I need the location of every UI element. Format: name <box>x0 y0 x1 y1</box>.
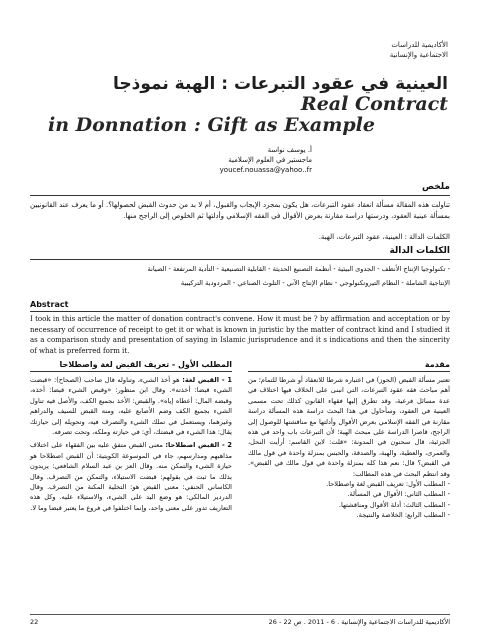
divider <box>30 259 450 260</box>
abstract-arabic-heading: ملخص <box>421 182 450 192</box>
outline-item: - المطلب الأول: تعريف القبض لغة واصطلاحا. <box>326 480 450 489</box>
keywords-row1: - تكنولوجيا الإنتاج الأنظف - الجدوى البيئية - أنظمة التصنيع الحديثة - القابلية التصنيعية - التأدية المرتفعة - الصيانة <box>147 265 450 273</box>
definition-language-text: هو أخذ الشيء، وتناوله قال صاحب (الصحاح): «قبضت الشيء قبضا: أخذته». وقال ابن منظور: «وقبض الشيء قبضا: أخذه، وقبضه المال: أعطاه إياه». والقبض: الأخذ بجميع الكف، والأصل فيه تناول الشيء بجميع الكف وضم الأصابع عليه، ومنه القبض للسيف والدراهم وغيرهما، ويستعمل في تملك الشيء والتصرف فيه، وتحويله إلى حيازتك يقال: هذا الشيء في قبضتك، أي: في حيازته وملكه، وتحت تصرفه. <box>30 376 232 437</box>
section1-heading: المطلب الأول - تعريف القبض لغة واصطلاحا <box>59 360 232 369</box>
page-number: 22 <box>30 618 39 626</box>
introduction-heading: مقدمة <box>424 360 450 369</box>
keywords-row2: الإنتاجية الشاملة - النظام التيروتكنولوجي - نظام الإنتاج الآني - التلوث الصناعي - المردودية التركيبية <box>180 279 450 287</box>
divider <box>30 195 450 196</box>
title-english-line2: in Donnation : Gift as Example <box>48 114 375 136</box>
title-english-line1: Real Contract <box>300 93 448 115</box>
author-name: أ. يوسف نواسة <box>267 146 312 154</box>
introduction-body <box>248 375 450 521</box>
author-affiliation: ماجستير في العلوم الإسلامية <box>228 156 312 164</box>
author-email: youcef.nouassa@yahoo..fr <box>219 166 312 174</box>
divider <box>248 371 450 372</box>
definition-term <box>30 440 232 513</box>
journal-reference: الأكاديمية للدراسات الاجتماعية والإنسانية . 6 - 2011 . ص 22 - 26 <box>268 618 450 626</box>
introduction-text: تعتبر مسألة القبض (الحوز) في اعتباره شرطا للانعقاد أو شرطا للتمام؛ من أهم مباحث فقه عقود التبرعات، التي انبنى على الخلاف فيها اختلاف في عدة مسائل فرعية، وقد تطرق إليها فقهاء القانون كذلك تحت مسمى العينية في العقود، وسأحاول في هذا البحث دراسة هذه المسألة دراسة مقارنة في الفقه الإسلامي بعرض الأقوال وأدلتها مع مناقشتها للوصول إلى الراجح، قاصرا الدراسة على مبحث الهبة؛ لأن التبرعات باب واحد في هذه الجزئية، قال سحنون في المدونة: «قلت: لابن القاسم: أرأيت النحل، والعمرى، والعطية، والهبة، والصدقة، والحبس بمنزلة واحدة في قول مالك في القبض؟ قال: نعم هذا كله بمنزلة واحدة في قول مالك في القبض». وقد انتظم البحث في هذه المطالب: <box>248 376 450 478</box>
outline-list <box>248 479 450 521</box>
abstract-english-heading: Abstract <box>30 300 69 309</box>
keywords-heading: الكلمات الدالة <box>389 246 450 256</box>
title-arabic: العينية في عقود التبرعات : الهبة نموذجا <box>112 74 448 94</box>
journal-logo <box>362 40 448 68</box>
definition-term-label: 2 - القبض اصطلاحا: <box>165 441 232 450</box>
abstract-arabic-keywords: الكلمات الدالة : العينية، عقود التبرعات، الهبة. <box>318 233 450 241</box>
abstract-arabic-text: تناولت هذه المقالة مسألة انعقاد عقود التبرعات، هل يكون بمجرد الإيجاب والقبول، أم لا بد من حدوث القبض لحصولها؟. أو ما يعرف عند القانونيين بمسألة عينية العقود، ودرستها دراسة مقارنة بعرض الأقوال في الفقه الإسلامي وأدلتها ثم الخلوص إلى الراجح منها. <box>30 201 450 220</box>
outline-item: - المطلب الرابع: الخلاصة والنتيجة. <box>356 511 450 520</box>
outline-item: - المطلب الثالث: أدلة الأقوال ومناقشتها. <box>338 500 450 509</box>
definition-language-label: 1 - القبض لغة: <box>182 376 232 384</box>
abstract-english-text: I took in this article the matter of donation contract's convene. How it must be ? by affirmation and acceptation or by necessary of occurrence of receipt to get it or what is known in juristic by the matter of contract kind and I studied it as a comparison study and presentation of saying in Islamic jurisprudence and it s indications and then the sincerity of what is preferred form it. <box>30 315 450 355</box>
footer-divider <box>30 614 450 615</box>
title-english <box>30 94 450 136</box>
divider <box>30 311 450 312</box>
author-block <box>112 145 312 175</box>
journal-name-line2: الاجتماعية والإنسانية <box>389 51 448 59</box>
section1-body <box>30 375 232 513</box>
divider <box>30 371 232 372</box>
outline-item: - المطلب الثاني: الأقوال في المسألة. <box>347 490 450 499</box>
definition-term-text: معنى القبض متفق عليه بين الفقهاء على اختلاف مذاهبهم ومدارسهم، جاء في الموسوعة الكويتية: أن القبض اصطلاحا هو حيازة الشيء والتمكن منه. وقال العز بن عبد السلام الشافعي: يريدون بذلك ما ثبت في بقولهم: قبضت الاستيلاء، والتمكن من التصرف. وقال الكاساني الحنفي: معنى القبض هو: التخلية المكنة من التصرف. وقال الدردير المالكي: هو وضع اليد على الشيء، والاستيلاء عليه. وكل هذه التعاريف تدور على معنى واحد، وإنما اختلفوا في فروع ما يعتبر قبضا وما لا. <box>30 441 232 512</box>
definition-language <box>30 375 232 437</box>
journal-name-line1: الأكاديمية للدراسات <box>391 41 448 49</box>
